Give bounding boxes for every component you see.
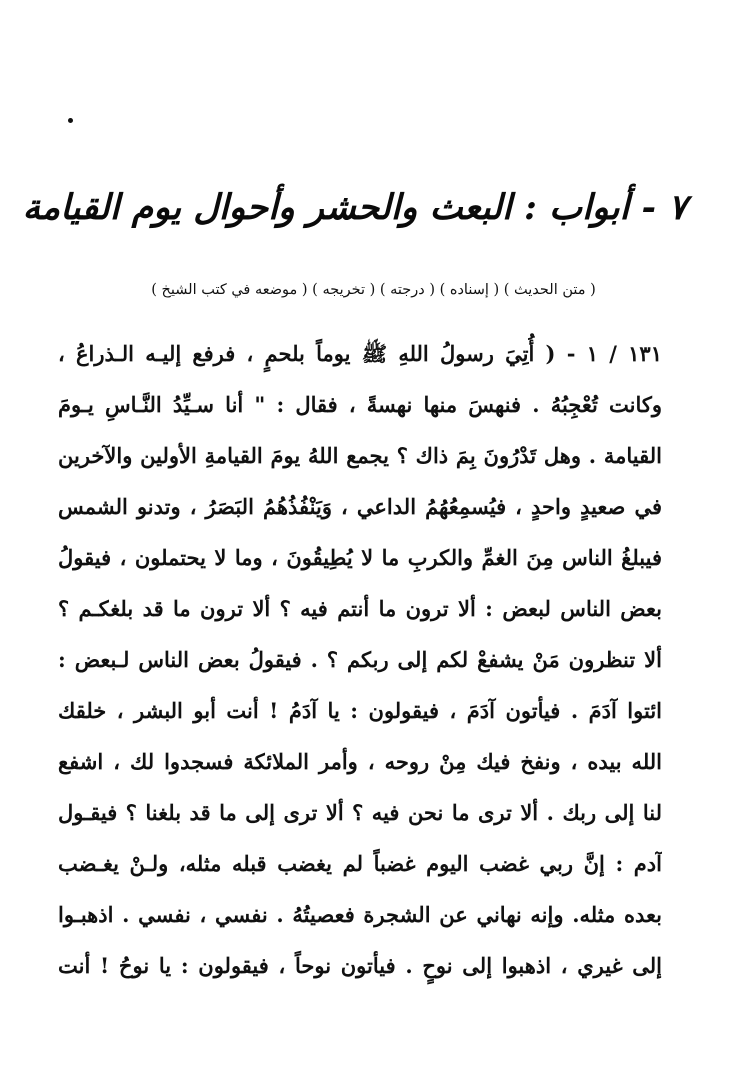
column-legend: ( متن الحديث ) ( إسناده ) ( درجته ) ( تخريجه ) ( موضعه في كتب الشيخ )	[151, 282, 596, 298]
text-line: بعده مثله. وإنه نهاني عن الشجرة فعصيتُهُ . نفسي ، نفسي . اذهبـوا	[58, 902, 662, 927]
page-mark-dot	[68, 118, 73, 123]
text-line: القيامة . وهل تَدْرُونَ بِمَ ذاك ؟ يجمع اللهُ يومَ القيامةِ الأولين والآخرين	[58, 443, 662, 468]
hadith-body	[58, 328, 662, 991]
text-line: فيبلغُ الناس مِنَ الغمِّ والكربِ ما لا يُطِيقُونَ ، وما لا يحتملون ، فيقولُ	[58, 545, 662, 570]
text-line: إلى غيري ، اذهبوا إلى نوحٍ . فيأتون نوحاً ، فيقولون : يا نوحُ ! أنت	[58, 953, 662, 978]
text-line: الله بيده ، ونفخ فيك مِنْ روحه ، وأمر الملائكة فسجدوا لك ، اشفع	[58, 749, 662, 774]
text-line: ألا تنظرون مَنْ يشفعْ لكم إلى ربكم ؟ . فيقولُ بعض الناس لـبعض :	[58, 647, 662, 672]
text-line: ١٣١ / ١ - ( أُتِيَ رسولُ اللهِ ﷺ يوماً بلحمٍ ، فرفع إليـه الـذراعُ ،	[58, 341, 662, 366]
text-line: لنا إلى ربك . ألا ترى ما نحن فيه ؟ ألا ترى إلى ما قد بلغنا ؟ فيقـول	[58, 800, 662, 825]
text-line: بعض الناس لبعض : ألا ترون ما أنتم فيه ؟ ألا ترون ما قد بلغكـم ؟	[58, 596, 662, 621]
text-line: وكانت تُعْجِبُهُ . فنهسَ منها نهسةً ، فقال : " أنا سـيِّدُ النَّـاسِ يـومَ	[58, 392, 662, 417]
text-line: ائتوا آدَمَ . فيأتون آدَمَ ، فيقولون : يا آدَمُ ! أنت أبو البشر ، خلقك	[58, 698, 662, 723]
text-line: في صعيدٍ واحدٍ ، فيُسمِعُهُمُ الداعي ، وَيَنْفُذُهُمُ البَصَرُ ، وتدنو الشمس	[58, 494, 662, 519]
chapter-title: ٧ - أبواب : البعث والحشر وأحوال يوم القيامة	[22, 187, 687, 228]
text-line: آدم : إنَّ ربي غضب اليوم غضباً لم يغضب قبله مثله، ولـنْ يغـضب	[58, 851, 662, 876]
